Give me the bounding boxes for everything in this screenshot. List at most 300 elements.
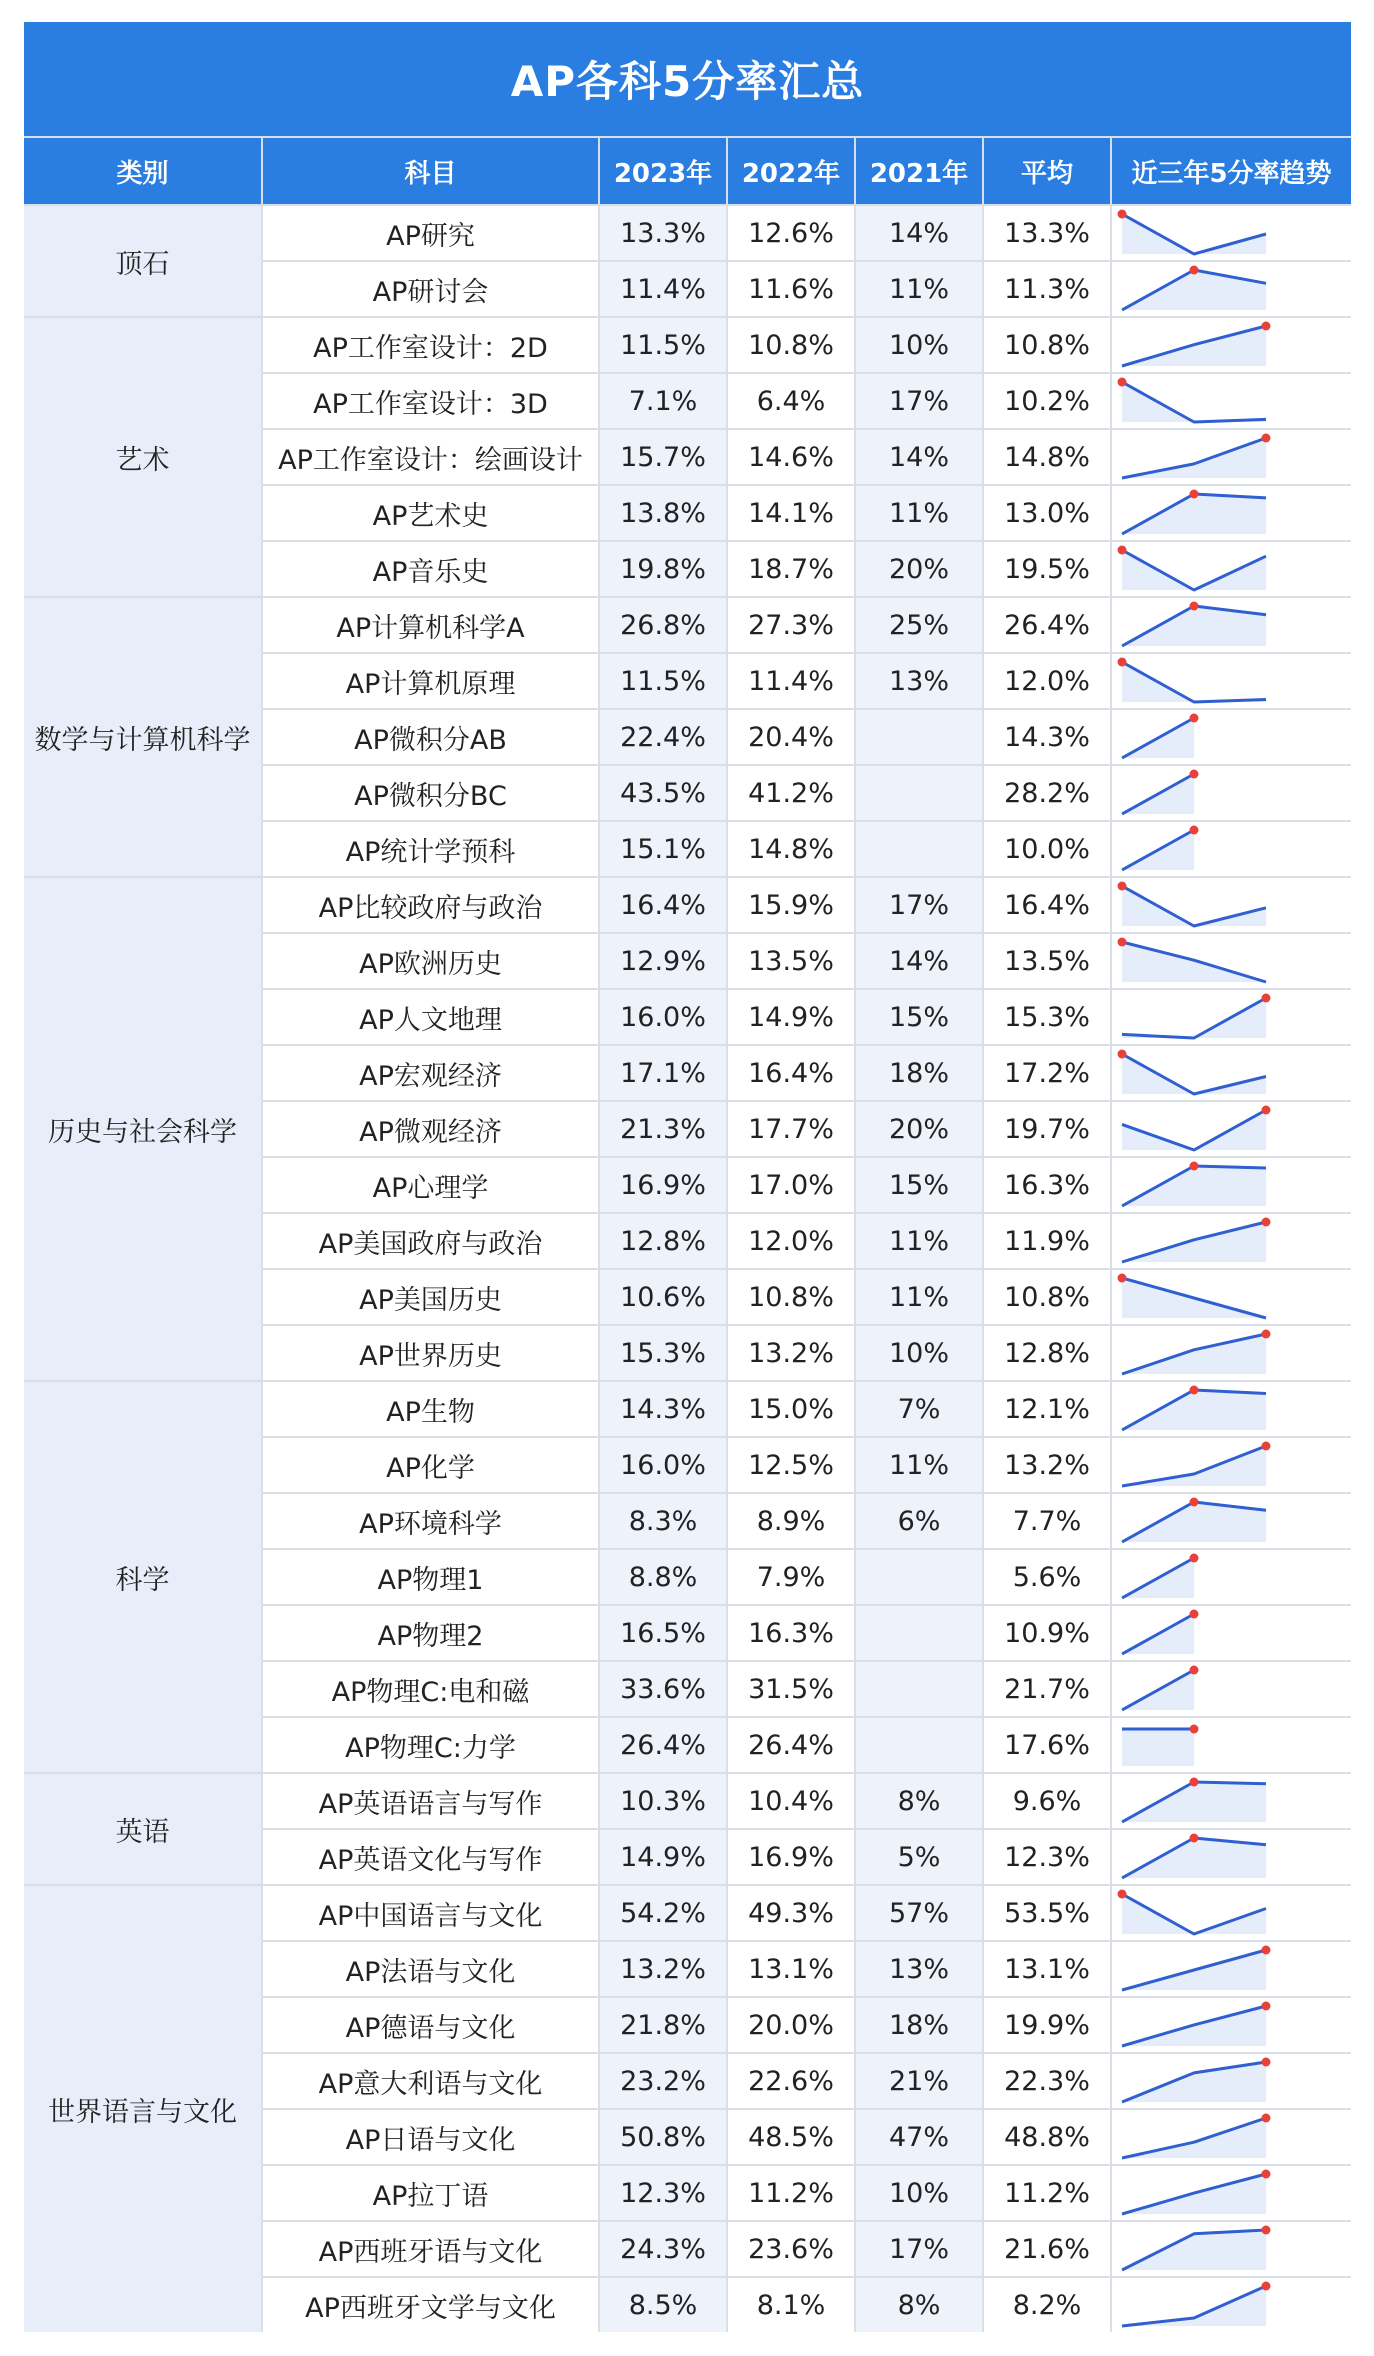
pass-rate-table (24, 138, 1351, 2332)
rate-2022-cell: 13.2% (728, 1326, 854, 1380)
rate-2022-cell: 41.2% (728, 766, 854, 820)
average-cell: 13.3% (984, 206, 1110, 260)
trend-cell (1112, 1718, 1351, 1772)
subject-cell: AP研究 (263, 206, 598, 260)
average-cell: 10.9% (984, 1606, 1110, 1660)
subject-cell: AP英语文化与写作 (263, 1830, 598, 1884)
trend-area (1122, 1110, 1266, 1150)
rate-2022-cell: 17.7% (728, 1102, 854, 1156)
trend-area (1122, 1390, 1266, 1430)
subject-cell: AP物理1 (263, 1550, 598, 1604)
subject-cell: AP拉丁语 (263, 2166, 598, 2220)
trend-cell (1112, 1606, 1351, 1660)
average-cell: 48.8% (984, 2110, 1110, 2164)
trend-sparkline (1112, 2166, 1351, 2220)
trend-cell (1112, 1662, 1351, 1716)
rate-2022-cell: 15.0% (728, 1382, 854, 1436)
rate-2022-cell: 14.1% (728, 486, 854, 540)
trend-sparkline (1112, 1102, 1351, 1156)
rate-2021-cell: 13% (856, 654, 982, 708)
average-cell: 12.8% (984, 1326, 1110, 1380)
trend-area (1122, 886, 1266, 926)
trend-max-point (1190, 602, 1199, 611)
trend-area (1122, 2062, 1266, 2102)
subject-cell: AP微积分AB (263, 710, 598, 764)
subject-cell: AP物理2 (263, 1606, 598, 1660)
trend-sparkline (1112, 1214, 1351, 1268)
rate-2021-cell: 11% (856, 262, 982, 316)
trend-sparkline (1112, 1046, 1351, 1100)
trend-cell (1112, 262, 1351, 316)
subject-cell: AP物理C:电和磁 (263, 1662, 598, 1716)
trend-area (1122, 494, 1266, 534)
trend-sparkline (1112, 654, 1351, 708)
average-cell: 53.5% (984, 1886, 1110, 1940)
average-cell: 19.5% (984, 542, 1110, 596)
trend-cell (1112, 1494, 1351, 1548)
trend-sparkline (1112, 542, 1351, 596)
subject-cell: AP德语与文化 (263, 1998, 598, 2052)
trend-sparkline (1112, 1606, 1351, 1660)
subject-cell: AP英语语言与写作 (263, 1774, 598, 1828)
trend-sparkline (1112, 1774, 1351, 1828)
rate-2021-cell: 17% (856, 2222, 982, 2276)
rate-2023-cell: 21.8% (600, 1998, 726, 2052)
trend-max-point (1190, 770, 1199, 779)
trend-max-point (1118, 882, 1127, 891)
trend-max-point (1118, 658, 1127, 667)
subject-cell: AP心理学 (263, 1158, 598, 1212)
rate-2021-cell (856, 1718, 982, 1772)
rate-2021-cell: 8% (856, 1774, 982, 1828)
rate-2023-cell: 10.6% (600, 1270, 726, 1324)
trend-sparkline (1112, 2110, 1351, 2164)
rate-2023-cell: 43.5% (600, 766, 726, 820)
average-cell: 15.3% (984, 990, 1110, 1044)
header-trend: 近三年5分率趋势 (1112, 138, 1351, 204)
trend-max-point (1262, 2282, 1271, 2291)
rate-2023-cell: 23.2% (600, 2054, 726, 2108)
trend-sparkline (1112, 766, 1351, 820)
rate-2022-cell: 12.5% (728, 1438, 854, 1492)
rate-2023-cell: 26.8% (600, 598, 726, 652)
rate-2021-cell: 11% (856, 486, 982, 540)
trend-sparkline (1112, 598, 1351, 652)
rate-2023-cell: 17.1% (600, 1046, 726, 1100)
rate-2023-cell: 12.3% (600, 2166, 726, 2220)
rate-2021-cell: 8% (856, 2278, 982, 2332)
subject-cell: AP美国政府与政治 (263, 1214, 598, 1268)
trend-cell (1112, 318, 1351, 372)
rate-2021-cell: 14% (856, 430, 982, 484)
trend-max-point (1190, 490, 1199, 499)
category-cell: 科学 (24, 1382, 261, 1772)
rate-2022-cell: 11.2% (728, 2166, 854, 2220)
rate-2022-cell: 16.3% (728, 1606, 854, 1660)
rate-2021-cell: 17% (856, 374, 982, 428)
trend-sparkline (1112, 822, 1351, 876)
trend-max-point (1262, 994, 1271, 1003)
rate-2021-cell: 6% (856, 1494, 982, 1548)
rate-2021-cell: 10% (856, 2166, 982, 2220)
rate-2021-cell: 10% (856, 1326, 982, 1380)
trend-max-point (1262, 2170, 1271, 2179)
average-cell: 14.8% (984, 430, 1110, 484)
header-average: 平均 (984, 138, 1110, 204)
subject-cell: AP工作室设计：3D (263, 374, 598, 428)
subject-cell: AP比较政府与政治 (263, 878, 598, 932)
trend-sparkline (1112, 430, 1351, 484)
rate-2023-cell: 13.3% (600, 206, 726, 260)
trend-max-point (1190, 1666, 1199, 1675)
rate-2023-cell: 22.4% (600, 710, 726, 764)
category-cell: 英语 (24, 1774, 261, 1884)
average-cell: 11.3% (984, 262, 1110, 316)
rate-2023-cell: 16.0% (600, 1438, 726, 1492)
trend-sparkline (1112, 1718, 1351, 1772)
trend-max-point (1118, 546, 1127, 555)
subject-cell: AP艺术史 (263, 486, 598, 540)
trend-cell (1112, 878, 1351, 932)
header-rate-2023: 2023年 (600, 138, 726, 204)
rate-2021-cell: 25% (856, 598, 982, 652)
subject-cell: AP工作室设计：绘画设计 (263, 430, 598, 484)
trend-max-point (1190, 1834, 1199, 1843)
trend-area (1122, 438, 1266, 478)
trend-sparkline (1112, 2222, 1351, 2276)
average-cell: 17.6% (984, 1718, 1110, 1772)
rate-2021-cell: 47% (856, 2110, 982, 2164)
average-cell: 13.1% (984, 1942, 1110, 1996)
subject-cell: AP计算机科学A (263, 598, 598, 652)
trend-sparkline (1112, 990, 1351, 1044)
subject-cell: AP物理C:力学 (263, 1718, 598, 1772)
trend-max-point (1118, 378, 1127, 387)
average-cell: 16.3% (984, 1158, 1110, 1212)
subject-cell: AP环境科学 (263, 1494, 598, 1548)
category-cell: 艺术 (24, 318, 261, 596)
average-cell: 12.3% (984, 1830, 1110, 1884)
rate-2022-cell: 13.5% (728, 934, 854, 988)
rate-2023-cell: 19.8% (600, 542, 726, 596)
rate-2022-cell: 14.8% (728, 822, 854, 876)
rate-2022-cell: 23.6% (728, 2222, 854, 2276)
trend-max-point (1118, 1274, 1127, 1283)
rate-2023-cell: 16.9% (600, 1158, 726, 1212)
trend-sparkline (1112, 710, 1351, 764)
trend-max-point (1190, 1725, 1199, 1734)
trend-max-point (1262, 1106, 1271, 1115)
average-cell: 26.4% (984, 598, 1110, 652)
average-cell: 7.7% (984, 1494, 1110, 1548)
trend-max-point (1262, 1218, 1271, 1227)
trend-cell (1112, 206, 1351, 260)
rate-2021-cell: 21% (856, 2054, 982, 2108)
trend-max-point (1190, 1498, 1199, 1507)
trend-cell (1112, 822, 1351, 876)
trend-max-point (1190, 1386, 1199, 1395)
trend-sparkline (1112, 2054, 1351, 2108)
subject-cell: AP研讨会 (263, 262, 598, 316)
rate-2023-cell: 54.2% (600, 1886, 726, 1940)
rate-2022-cell: 26.4% (728, 1718, 854, 1772)
average-cell: 10.8% (984, 1270, 1110, 1324)
trend-cell (1112, 2110, 1351, 2164)
header-subject: 科目 (263, 138, 598, 204)
page-title: AP各科5分率汇总 (24, 22, 1351, 136)
trend-cell (1112, 1886, 1351, 1940)
trend-cell (1112, 2166, 1351, 2220)
trend-sparkline (1112, 1662, 1351, 1716)
subject-cell: AP宏观经济 (263, 1046, 598, 1100)
trend-cell (1112, 1942, 1351, 1996)
rate-2023-cell: 12.9% (600, 934, 726, 988)
trend-sparkline (1112, 206, 1351, 260)
subject-cell: AP世界历史 (263, 1326, 598, 1380)
category-cell: 历史与社会科学 (24, 878, 261, 1380)
rate-2021-cell: 17% (856, 878, 982, 932)
trend-max-point (1118, 1890, 1127, 1899)
header-rate-2021: 2021年 (856, 138, 982, 204)
rate-2021-cell (856, 1662, 982, 1716)
trend-max-point (1262, 1442, 1271, 1451)
rate-2022-cell: 10.4% (728, 1774, 854, 1828)
trend-sparkline (1112, 1438, 1351, 1492)
average-cell: 21.7% (984, 1662, 1110, 1716)
average-cell: 12.1% (984, 1382, 1110, 1436)
trend-max-point (1190, 714, 1199, 723)
trend-cell (1112, 598, 1351, 652)
trend-max-point (1118, 210, 1127, 219)
trend-area (1122, 550, 1266, 590)
average-cell: 19.7% (984, 1102, 1110, 1156)
rate-2021-cell: 20% (856, 542, 982, 596)
subject-cell: AP统计学预科 (263, 822, 598, 876)
trend-area (1122, 1166, 1266, 1206)
rate-2022-cell: 15.9% (728, 878, 854, 932)
rate-2021-cell: 7% (856, 1382, 982, 1436)
rate-2022-cell: 16.9% (728, 1830, 854, 1884)
rate-2023-cell: 15.7% (600, 430, 726, 484)
trend-area (1122, 1782, 1266, 1822)
rate-2021-cell: 15% (856, 1158, 982, 1212)
trend-sparkline (1112, 1270, 1351, 1324)
trend-sparkline (1112, 1998, 1351, 2052)
rate-2022-cell: 20.0% (728, 1998, 854, 2052)
subject-cell: AP欧洲历史 (263, 934, 598, 988)
trend-area (1122, 2286, 1266, 2326)
trend-cell (1112, 1382, 1351, 1436)
rate-2023-cell: 16.4% (600, 878, 726, 932)
trend-max-point (1262, 2002, 1271, 2011)
trend-cell (1112, 766, 1351, 820)
trend-cell (1112, 1326, 1351, 1380)
rate-2023-cell: 13.8% (600, 486, 726, 540)
average-cell: 10.0% (984, 822, 1110, 876)
average-cell: 13.5% (984, 934, 1110, 988)
average-cell: 5.6% (984, 1550, 1110, 1604)
rate-2022-cell: 31.5% (728, 1662, 854, 1716)
average-cell: 12.0% (984, 654, 1110, 708)
rate-2023-cell: 24.3% (600, 2222, 726, 2276)
rate-2021-cell (856, 1550, 982, 1604)
subject-cell: AP美国历史 (263, 1270, 598, 1324)
rate-2023-cell: 15.1% (600, 822, 726, 876)
rate-2021-cell: 18% (856, 1998, 982, 2052)
rate-2021-cell: 10% (856, 318, 982, 372)
category-cell: 数学与计算机科学 (24, 598, 261, 876)
subject-cell: AP化学 (263, 1438, 598, 1492)
category-cell: 世界语言与文化 (24, 1886, 261, 2332)
average-cell: 11.2% (984, 2166, 1110, 2220)
rate-2023-cell: 16.0% (600, 990, 726, 1044)
trend-max-point (1190, 1778, 1199, 1787)
trend-cell (1112, 1214, 1351, 1268)
trend-area (1122, 1446, 1266, 1486)
rate-2023-cell: 12.8% (600, 1214, 726, 1268)
average-cell: 13.2% (984, 1438, 1110, 1492)
subject-cell: AP中国语言与文化 (263, 1886, 598, 1940)
rate-2022-cell: 10.8% (728, 1270, 854, 1324)
average-cell: 17.2% (984, 1046, 1110, 1100)
rate-2023-cell: 10.3% (600, 1774, 726, 1828)
trend-sparkline (1112, 1830, 1351, 1884)
trend-sparkline (1112, 2278, 1351, 2332)
rate-2022-cell: 16.4% (728, 1046, 854, 1100)
rate-2021-cell (856, 710, 982, 764)
trend-sparkline (1112, 318, 1351, 372)
trend-max-point (1190, 826, 1199, 835)
trend-cell (1112, 1158, 1351, 1212)
trend-max-point (1262, 322, 1271, 331)
average-cell: 10.2% (984, 374, 1110, 428)
trend-area (1122, 270, 1266, 310)
trend-cell (1112, 1046, 1351, 1100)
rate-2021-cell: 14% (856, 206, 982, 260)
average-cell: 21.6% (984, 2222, 1110, 2276)
rate-2023-cell: 15.3% (600, 1326, 726, 1380)
trend-max-point (1262, 1330, 1271, 1339)
trend-cell (1112, 1270, 1351, 1324)
trend-sparkline (1112, 1942, 1351, 1996)
average-cell: 11.9% (984, 1214, 1110, 1268)
average-cell: 19.9% (984, 1998, 1110, 2052)
rate-2023-cell: 8.8% (600, 1550, 726, 1604)
rate-2022-cell: 48.5% (728, 2110, 854, 2164)
trend-cell (1112, 486, 1351, 540)
rate-2022-cell: 12.0% (728, 1214, 854, 1268)
trend-max-point (1262, 1946, 1271, 1955)
trend-cell (1112, 934, 1351, 988)
rate-2023-cell: 14.9% (600, 1830, 726, 1884)
subject-cell: AP日语与文化 (263, 2110, 598, 2164)
average-cell: 28.2% (984, 766, 1110, 820)
trend-cell (1112, 430, 1351, 484)
trend-area (1122, 214, 1266, 254)
rate-2021-cell (856, 766, 982, 820)
trend-sparkline (1112, 1382, 1351, 1436)
trend-sparkline (1112, 1550, 1351, 1604)
average-cell: 13.0% (984, 486, 1110, 540)
average-cell: 8.2% (984, 2278, 1110, 2332)
trend-cell (1112, 1102, 1351, 1156)
trend-sparkline (1112, 934, 1351, 988)
rate-2023-cell: 8.3% (600, 1494, 726, 1548)
subject-cell: AP工作室设计：2D (263, 318, 598, 372)
category-cell: 顶石 (24, 206, 261, 316)
trend-sparkline (1112, 878, 1351, 932)
rate-2022-cell: 8.9% (728, 1494, 854, 1548)
trend-area (1122, 1894, 1266, 1934)
summary-table-frame (24, 22, 1351, 2332)
rate-2022-cell: 6.4% (728, 374, 854, 428)
rate-2022-cell: 7.9% (728, 1550, 854, 1604)
rate-2023-cell: 13.2% (600, 1942, 726, 1996)
rate-2021-cell (856, 822, 982, 876)
rate-2023-cell: 16.5% (600, 1606, 726, 1660)
rate-2023-cell: 11.5% (600, 318, 726, 372)
trend-max-point (1262, 2114, 1271, 2123)
rate-2022-cell: 13.1% (728, 1942, 854, 1996)
rate-2022-cell: 17.0% (728, 1158, 854, 1212)
trend-area (1122, 1729, 1194, 1766)
trend-cell (1112, 1774, 1351, 1828)
rate-2021-cell: 11% (856, 1214, 982, 1268)
average-cell: 9.6% (984, 1774, 1110, 1828)
rate-2023-cell: 11.5% (600, 654, 726, 708)
average-cell: 22.3% (984, 2054, 1110, 2108)
average-cell: 14.3% (984, 710, 1110, 764)
header-rate-2022: 2022年 (728, 138, 854, 204)
rate-2022-cell: 22.6% (728, 2054, 854, 2108)
trend-max-point (1118, 1050, 1127, 1059)
rate-2023-cell: 8.5% (600, 2278, 726, 2332)
subject-cell: AP微观经济 (263, 1102, 598, 1156)
average-cell: 16.4% (984, 878, 1110, 932)
average-cell: 10.8% (984, 318, 1110, 372)
rate-2023-cell: 11.4% (600, 262, 726, 316)
subject-cell: AP生物 (263, 1382, 598, 1436)
subject-cell: AP微积分BC (263, 766, 598, 820)
rate-2022-cell: 18.7% (728, 542, 854, 596)
rate-2021-cell (856, 1606, 982, 1660)
trend-max-point (1190, 1554, 1199, 1563)
rate-2023-cell: 21.3% (600, 1102, 726, 1156)
trend-sparkline (1112, 1886, 1351, 1940)
trend-max-point (1262, 2226, 1271, 2235)
rate-2023-cell: 26.4% (600, 1718, 726, 1772)
trend-sparkline (1112, 1494, 1351, 1548)
rate-2021-cell: 13% (856, 1942, 982, 1996)
rate-2022-cell: 11.4% (728, 654, 854, 708)
trend-area (1122, 662, 1266, 702)
trend-area (1122, 2230, 1266, 2270)
header-category: 类别 (24, 138, 261, 204)
rate-2022-cell: 8.1% (728, 2278, 854, 2332)
trend-sparkline (1112, 374, 1351, 428)
rate-2022-cell: 11.6% (728, 262, 854, 316)
rate-2022-cell: 49.3% (728, 1886, 854, 1940)
trend-cell (1112, 374, 1351, 428)
trend-max-point (1262, 434, 1271, 443)
subject-cell: AP音乐史 (263, 542, 598, 596)
subject-cell: AP西班牙文学与文化 (263, 2278, 598, 2332)
trend-sparkline (1112, 1326, 1351, 1380)
trend-cell (1112, 2222, 1351, 2276)
trend-sparkline (1112, 1158, 1351, 1212)
trend-area (1122, 382, 1266, 422)
rate-2021-cell: 11% (856, 1438, 982, 1492)
